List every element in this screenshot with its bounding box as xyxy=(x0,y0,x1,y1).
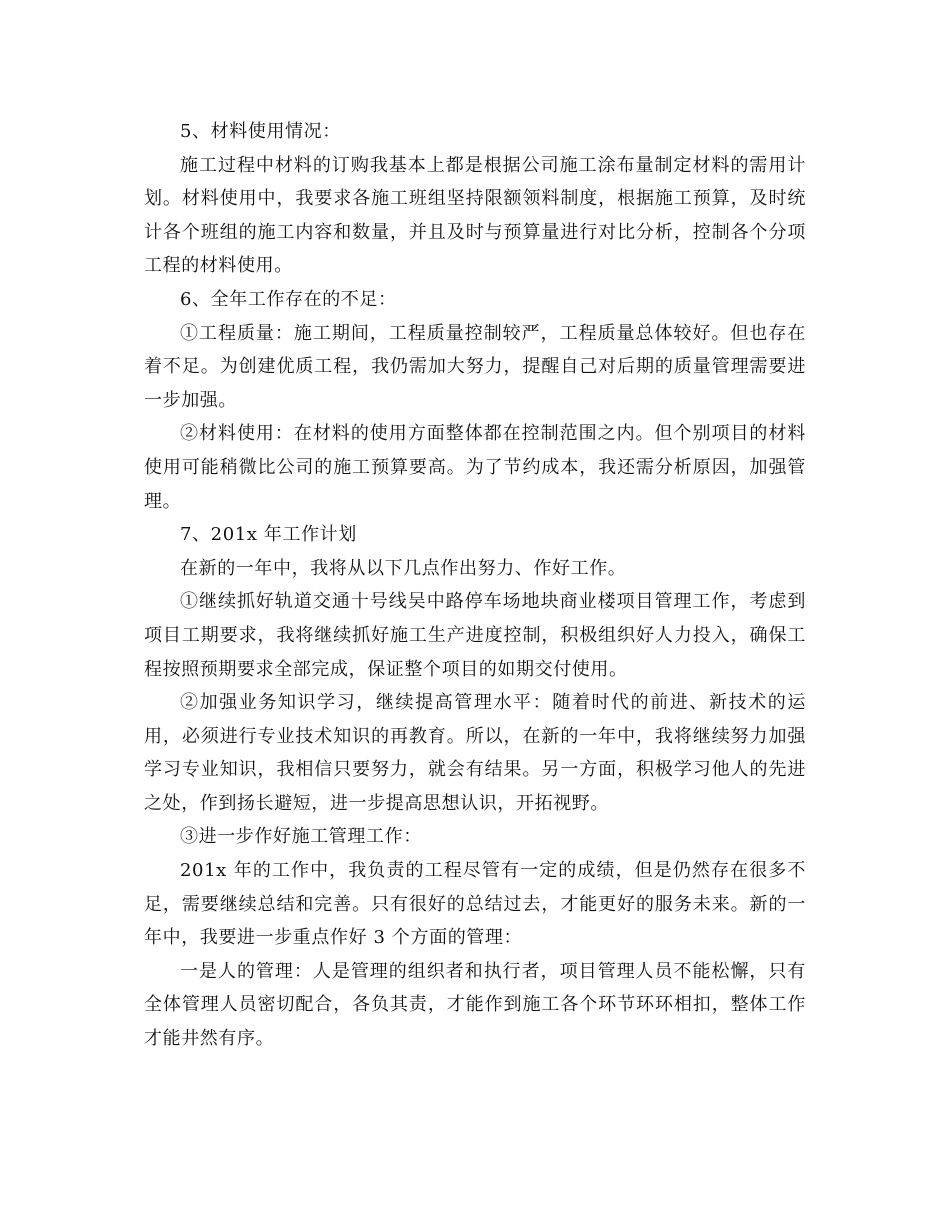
paragraph-material-use: ②材料使用：在材料的使用方面整体都在控制范围之内。但个别项目的材料使用可能稍微比公司的施工预算要高。为了节约成本，我还需分析原因，加强管理。 xyxy=(144,423,806,512)
paragraph-quality: ①工程质量：施工期间，工程质量控制较严，工程质量总体较好。但也存在着不足。为创建优质工程，我仍需加大努力，提醒自己对后期的质量管理需要进一步加强。 xyxy=(144,322,806,411)
paragraph-plan-2: ②加强业务知识学习，继续提高管理水平：随着时代的前进、新技术的运用，必须进行专业技术知识的再教育。所以，在新的一年中，我将继续努力加强学习专业知识，我相信只要努力，就会有结果。另一方面，积极学习他人的先进之处，作到扬长避短，进一步提高思想认识，开拓视野。 xyxy=(144,692,806,814)
section-heading-plan: 7、201x 年工作计划 xyxy=(180,524,357,546)
paragraph-plan-1: ①继续抓好轨道交通十号线吴中路停车场地块商业楼项目管理工作，考虑到项目工期要求，我将继续抓好施工生产进度控制，积极组织好人力投入，确保工程按照预期要求全部完成，保证整个项目的如期交付使用。 xyxy=(144,591,806,680)
section-heading-materials: 5、材料使用情况： xyxy=(180,121,341,142)
section-heading-shortcomings: 6、全年工作存在的不足： xyxy=(180,288,397,310)
document-body xyxy=(144,115,806,1056)
paragraph-plan-3: 201x 年的工作中，我负责的工程尽管有一定的成绩，但是仍然存在很多不足，需要继续总结和完善。只有很好的总结过去，才能更好的服务未来。新的一年中，我要进一步重点作好 3 个方面的管理： xyxy=(144,860,806,949)
paragraph-people-management: 一是人的管理：人是管理的组织者和执行者，项目管理人员不能松懈，只有全体管理人员密切配合，各负其责，才能作到施工各个环节环环相扣，整体工作才能井然有序。 xyxy=(144,960,806,1050)
paragraph-materials: 施工过程中材料的订购我基本上都是根据公司施工涂布量制定材料的需用计划。材料使用中，我要求各施工班组坚持限额领料制度，根据施工预算，及时统计各个班组的施工内容和数量，并且及时与预算量进行对比分析，控制各个分项工程的材料使用。 xyxy=(144,154,806,277)
paragraph-plan-intro: 在新的一年中，我将从以下几点作出努力、作好工作。 xyxy=(180,557,627,579)
paragraph-plan-3-heading: ③进一步作好施工管理工作： xyxy=(180,826,422,848)
